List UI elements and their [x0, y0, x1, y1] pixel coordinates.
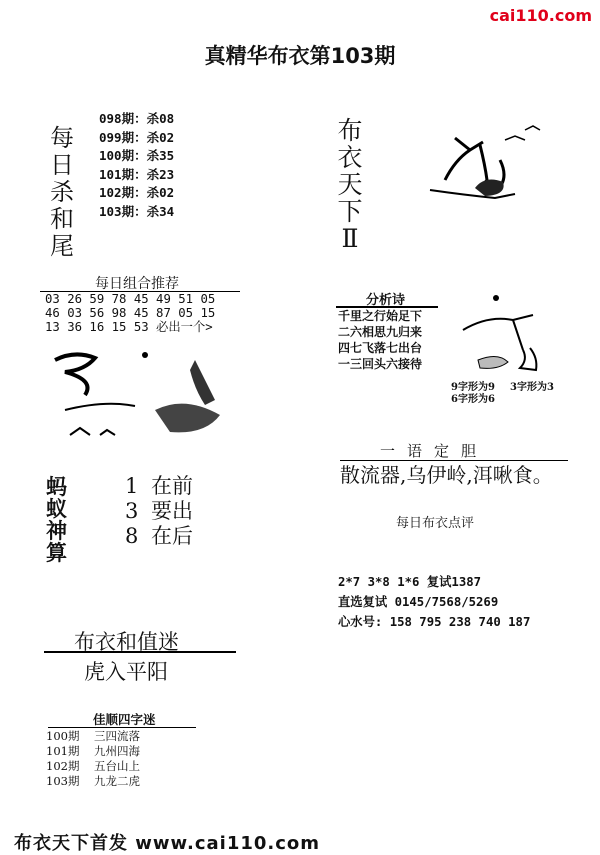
page-title: 真精华布衣第103期 — [204, 44, 396, 68]
ant-num: 8 — [125, 524, 139, 548]
comment-line: 直选复试 0145/7568/5269 — [338, 595, 499, 609]
combo-line: 46 03 56 98 45 87 05 15 — [45, 306, 216, 320]
hint-row — [46, 759, 140, 774]
label-char: 日 — [50, 151, 74, 179]
hint-divider — [48, 727, 196, 728]
hint-row — [46, 744, 140, 759]
ink-landscape-illustration — [45, 340, 240, 445]
poem-line: 千里之行始足下 — [338, 309, 423, 323]
site-watermark: cai110.com — [489, 6, 592, 25]
combo-line: 13 36 16 15 53 必出一个> — [45, 320, 213, 334]
combo-numbers — [45, 292, 215, 334]
yiyu-heading: 一语定胆 — [380, 442, 489, 460]
ant-row — [125, 499, 193, 524]
hint-period: 102期 — [46, 759, 80, 773]
hint-text: 五台山上 — [94, 759, 140, 773]
hint-row — [46, 774, 140, 789]
shape-note: 3字形为3 — [510, 382, 554, 393]
label-char: 衣 — [337, 143, 363, 172]
shape-note: 9字形为9 — [451, 382, 495, 393]
label-char: 每 — [50, 124, 74, 152]
kill-tail-row: 102期：杀02 — [99, 185, 175, 201]
hint-period: 100期 — [46, 729, 80, 743]
poem-heading: 分析诗 — [366, 293, 406, 308]
hint-text: 九龙二虎 — [94, 774, 140, 788]
ant-num: 1 — [125, 474, 139, 498]
label-char: 神 — [46, 519, 67, 543]
comment-heading: 每日布衣点评 — [396, 516, 475, 531]
ant-row — [125, 474, 193, 499]
ant-oracle-label — [46, 476, 72, 564]
poem-line: 二六相思九归来 — [338, 325, 423, 339]
poem-line: 一三回头六接待 — [338, 357, 423, 371]
kill-tail-row: 098期：杀08 — [99, 111, 175, 126]
riddle-title: 布衣和值迷 — [74, 630, 179, 654]
label-char: 杀 — [50, 178, 74, 206]
label-char: 算 — [46, 541, 67, 565]
riddle-divider — [44, 651, 236, 653]
ink-tree-illustration — [425, 120, 545, 210]
hint-list — [46, 729, 140, 789]
poem-lines — [338, 308, 422, 372]
label-char: 和 — [50, 205, 74, 233]
label-char: 布 — [337, 116, 363, 145]
label-char: 下 — [337, 197, 363, 226]
ant-text: 在前 — [151, 474, 193, 498]
shape-note: 6字形为6 — [451, 394, 495, 405]
label-char: 尾 — [50, 232, 74, 260]
combo-heading: 每日组合推荐 — [95, 276, 179, 292]
kill-tail-row: 100期：杀35 — [99, 148, 175, 164]
kill-tail-row: 099期：杀02 — [99, 129, 175, 145]
comment-line: 2*7 3*8 1*6 复试1387 — [338, 575, 482, 589]
combo-line: 03 26 59 78 45 49 51 05 — [45, 292, 216, 306]
kill-tail-row: 103期：杀34 — [99, 203, 175, 219]
yiyu-answer: 散流器,乌伊岭,洱啾食。 — [340, 463, 553, 487]
ink-pine-illustration — [458, 290, 558, 375]
comment-line: 心水号: 158 795 238 740 187 — [338, 615, 531, 629]
comment-lines — [338, 572, 530, 632]
kill-tail-row: 101期：杀23 — [99, 166, 175, 182]
hint-heading: 佳顺四字迷 — [93, 712, 156, 727]
ant-num: 3 — [125, 499, 139, 523]
label-char: 天 — [337, 170, 363, 199]
kill-tail-list — [99, 110, 174, 222]
label-char: Ⅱ — [341, 224, 359, 253]
hint-period: 103期 — [46, 774, 80, 788]
hint-row — [46, 729, 140, 744]
hint-text: 九州四海 — [94, 744, 140, 758]
label-char: 蚂 — [46, 475, 67, 499]
poem-line: 四七飞落七出台 — [338, 341, 423, 355]
footer-link[interactable]: 布衣天下首发 www.cai110.com — [14, 833, 321, 854]
ant-text: 在后 — [151, 524, 193, 548]
ant-row — [125, 524, 193, 549]
buyi-tianxia-label — [336, 117, 364, 252]
label-char: 蚁 — [46, 497, 67, 521]
ant-oracle-rows — [125, 474, 193, 549]
riddle-answer: 虎入平阳 — [84, 660, 168, 684]
hint-text: 三四流落 — [94, 729, 140, 743]
hint-period: 101期 — [46, 744, 80, 758]
kill-tail-label — [48, 125, 76, 260]
ant-text: 要出 — [151, 499, 193, 523]
